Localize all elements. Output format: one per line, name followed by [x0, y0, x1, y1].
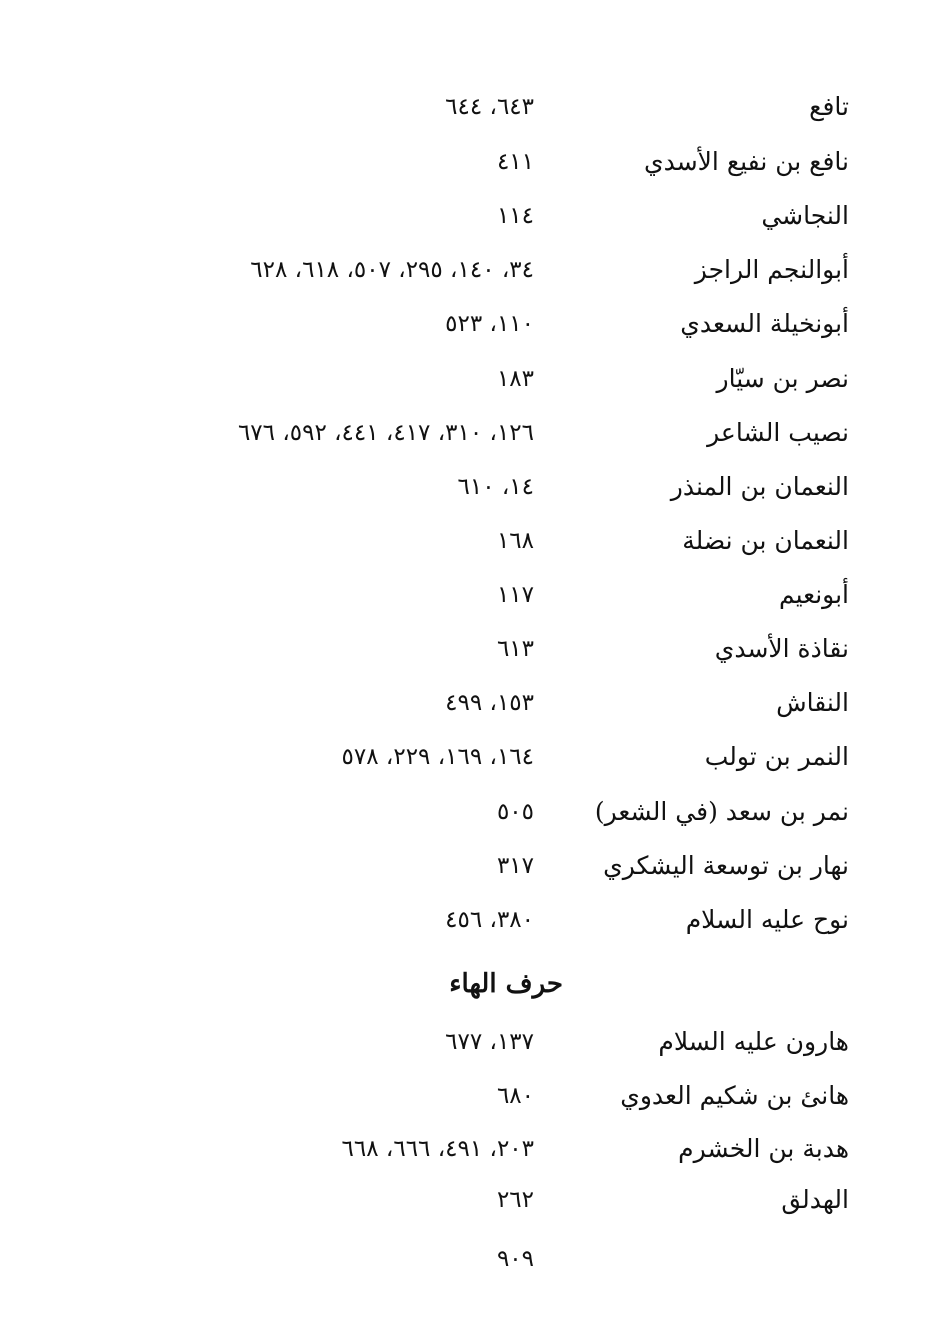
entry-pages: ٦١٣ [496, 636, 534, 662]
entry-name: النعمان بن نضلة [682, 526, 849, 555]
entry-pages: ١١٤ [496, 203, 534, 229]
entry-pages: ١٢٦، ٣١٠، ٤١٧، ٤٤١، ٥٩٢، ٦٧٦ [237, 420, 534, 446]
entry-pages: ١٨٣ [496, 366, 534, 392]
entry-pages: ١٣٧، ٦٧٧ [445, 1029, 534, 1055]
entry-name: نافع بن نفيع الأسدي [644, 147, 849, 176]
entry-name: أبونخيلة السعدي [680, 309, 849, 338]
section-heading: حرف الهاء [449, 969, 563, 999]
entry-pages: ٣٤، ١٤٠، ٢٩٥، ٥٠٧، ٦١٨، ٦٢٨ [250, 257, 534, 283]
entry-name: هدبة بن الخشرم [678, 1134, 849, 1163]
entry-pages: ٢٠٣، ٤٩١، ٦٦٦، ٦٦٨ [341, 1136, 534, 1162]
index-entry [0, 416, 949, 456]
entry-name: النمر بن تولب [704, 742, 849, 771]
entry-name: تافع [809, 92, 849, 121]
index-entry [0, 470, 949, 510]
entry-name: نمر بن سعد (في الشعر) [594, 797, 849, 826]
entry-name: نهار بن توسعة اليشكري [603, 851, 849, 880]
entry-name: أبوالنجم الراجز [694, 255, 849, 284]
entry-name: النعمان بن المنذر [670, 472, 849, 501]
index-entry [0, 1079, 949, 1119]
entry-name: نصر بن سيّار [716, 364, 849, 393]
index-entry [0, 253, 949, 293]
index-entry [0, 578, 949, 618]
index-entry [0, 1132, 949, 1172]
entry-name: النقاش [776, 688, 849, 717]
entry-pages: ٦٨٠ [496, 1083, 534, 1109]
entry-pages: ٢٦٢ [496, 1187, 534, 1213]
entry-pages: ٤١١ [496, 149, 534, 175]
index-entry [0, 632, 949, 672]
entry-name: الهدلق [781, 1185, 849, 1214]
entry-name: نصيب الشاعر [707, 418, 849, 447]
index-entry [0, 199, 949, 239]
entry-name: هانئ بن شكيم العدوي [620, 1081, 849, 1110]
index-entry [0, 145, 949, 185]
entry-name: نوح عليه السلام [685, 905, 849, 934]
index-entry [0, 903, 949, 943]
index-entry [0, 686, 949, 726]
entry-name: هارون عليه السلام [658, 1027, 849, 1056]
entry-pages: ٦٤٣، ٦٤٤ [445, 94, 534, 120]
entry-pages: ١١٠، ٥٢٣ [445, 311, 534, 337]
index-entry [0, 307, 949, 347]
entry-pages: ١٦٤، ١٦٩، ٢٢٩، ٥٧٨ [341, 744, 534, 770]
entry-pages: ١١٧ [496, 582, 534, 608]
entry-pages: ٣١٧ [496, 853, 534, 879]
index-entry [0, 1183, 949, 1223]
index-entry [0, 362, 949, 402]
index-entry [0, 524, 949, 564]
index-entry [0, 795, 949, 835]
entry-name: أبونعيم [778, 580, 849, 609]
index-entry [0, 740, 949, 780]
entry-pages: ٣٨٠، ٤٥٦ [445, 907, 534, 933]
index-entry [0, 1025, 949, 1065]
index-entry [0, 849, 949, 889]
index-entry [0, 90, 949, 130]
entry-pages: ١٥٣، ٤٩٩ [445, 690, 534, 716]
entry-name: نقاذة الأسدي [714, 634, 849, 663]
entry-pages: ١٤، ٦١٠ [457, 474, 534, 500]
entry-name: النجاشي [761, 201, 849, 230]
page-number: ٩٠٩ [496, 1246, 534, 1272]
entry-pages: ٥٠٥ [496, 799, 534, 825]
entry-pages: ١٦٨ [496, 528, 534, 554]
